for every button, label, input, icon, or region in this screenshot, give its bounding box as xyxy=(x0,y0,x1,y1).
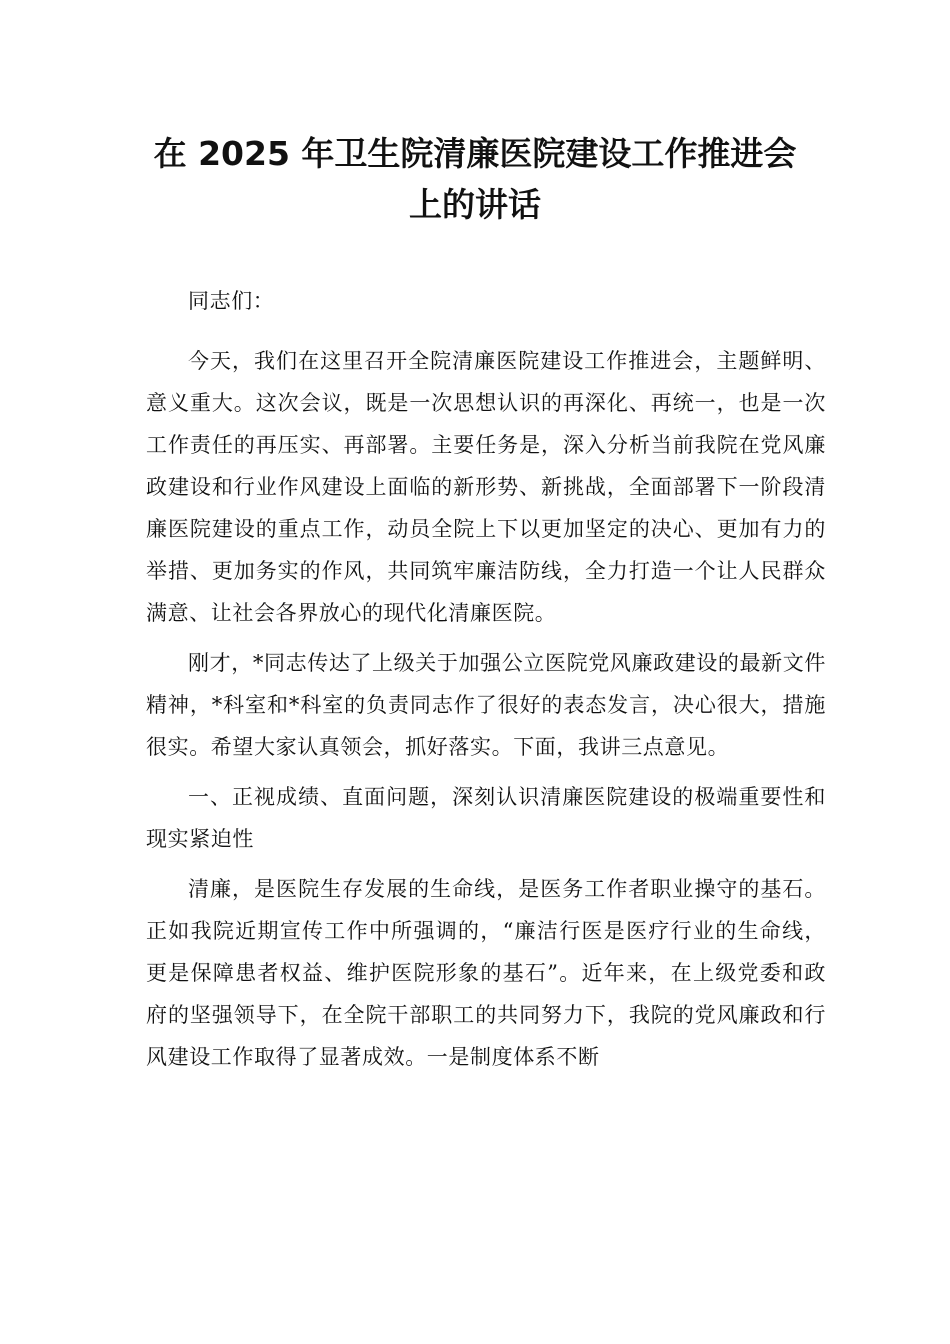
title-line-1: 在 2025 年卫生院清廉医院建设工作推进会 xyxy=(153,134,797,173)
section-heading-1: 一、正视成绩、直面问题，深刻认识清廉医院建设的极端重要性和现实紧迫性 xyxy=(146,785,826,851)
paragraph-transition: 刚才，*同志传达了上级关于加强公立医院党风廉政建设的最新文件精神，*科室和*科室的负责同志作了很好的表态发言，决心很大，措施很实。希望大家认真领会，抓好落实。下面，我讲三点意见。 xyxy=(146,651,826,759)
document-title xyxy=(120,128,830,230)
document-body xyxy=(146,280,826,1086)
paragraph-section-1: 清廉，是医院生存发展的生命线，是医务工作者职业操守的基石。正如我院近期宣传工作中所强调的，“廉洁行医是医疗行业的生命线，更是保障患者权益、维护医院形象的基石”。近年来，在上级党委和政府的坚强领导下，在全院干部职工的共同努力下，我院的党风廉政和行风建设工作取得了显著成效。一是制度体系不断 xyxy=(146,877,826,1069)
title-line-2: 上的讲话 xyxy=(409,185,541,224)
salutation: 同志们： xyxy=(188,289,275,313)
paragraph-opening: 今天，我们在这里召开全院清廉医院建设工作推进会，主题鲜明、意义重大。这次会议，既是一次思想认识的再深化、再统一，也是一次工作责任的再压实、再部署。主要任务是，深入分析当前我院在党风廉政建设和行业作风建设上面临的新形势、新挑战，全面部署下一阶段清廉医院建设的重点工作，动员全院上下以更加坚定的决心、更加有力的举措、更加务实的作风，共同筑牢廉洁防线，全力打造一个让人民群众满意、让社会各界放心的现代化清廉医院。 xyxy=(146,349,826,625)
